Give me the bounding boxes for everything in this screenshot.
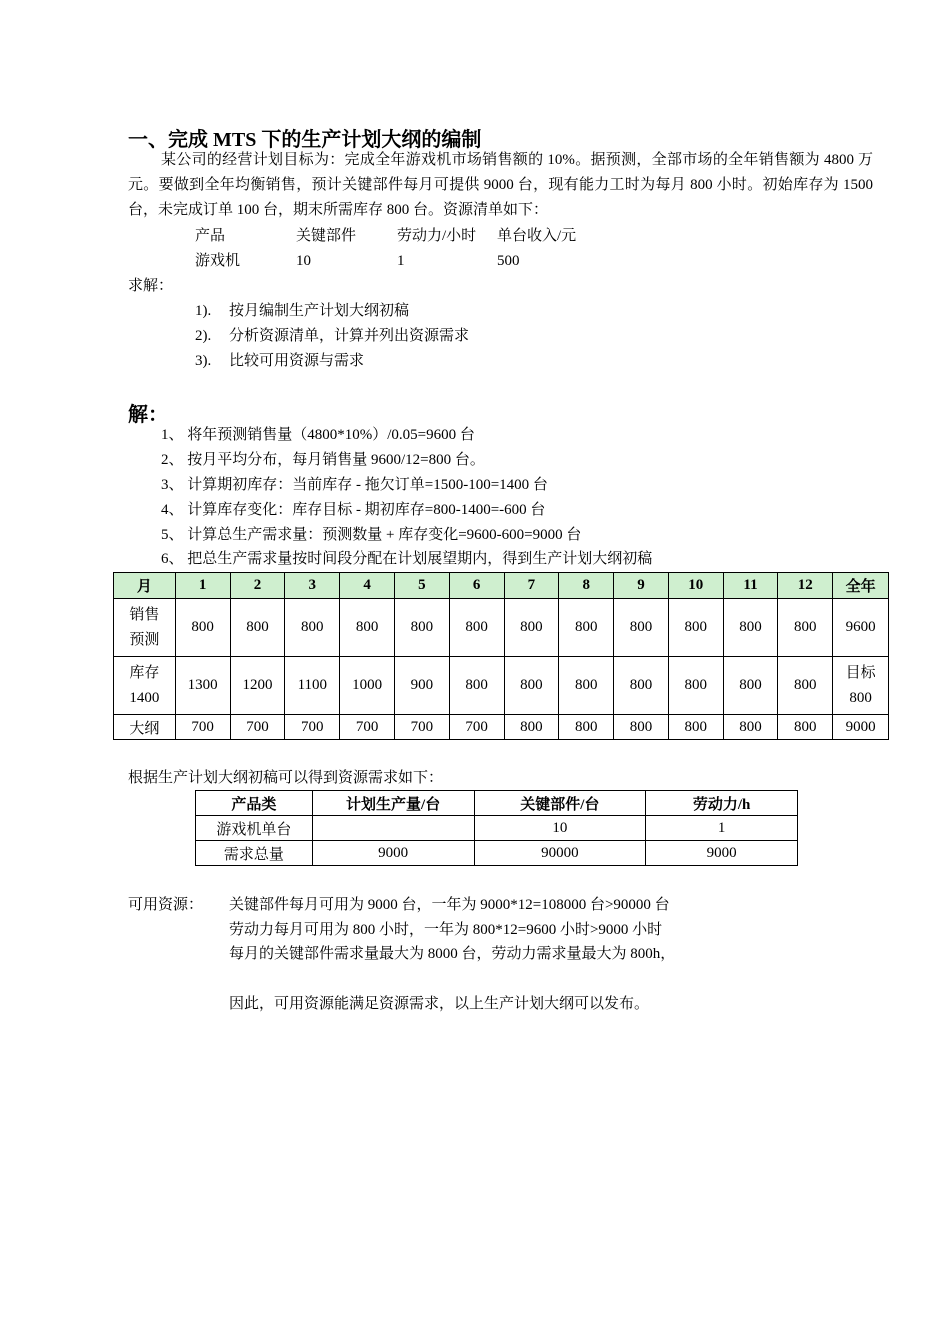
plan-cell: 800 (668, 657, 723, 715)
resource-intro: 根据生产计划大纲初稿可以得到资源需求如下： (128, 770, 444, 786)
plan-cell: 700 (340, 715, 395, 740)
resource-row (196, 816, 798, 841)
ask-text: 比较可用资源与需求 (229, 353, 365, 369)
plan-header-cell: 5 (395, 573, 450, 599)
plan-total: 9000 (833, 715, 889, 740)
plan-cell: 800 (668, 599, 723, 657)
plan-header-cell: 8 (559, 573, 614, 599)
resource-cell: 9000 (646, 841, 798, 866)
plan-cell: 800 (504, 599, 559, 657)
plan-cell: 700 (175, 715, 230, 740)
ask-text: 按月编制生产计划大纲初稿 (229, 303, 410, 319)
plan-cell: 800 (285, 599, 340, 657)
plan-header-cell: 9 (614, 573, 669, 599)
available-label: 可用资源： (128, 897, 204, 913)
plan-cell: 700 (285, 715, 340, 740)
plan-cell: 700 (230, 715, 285, 740)
plan-cell: 1200 (230, 657, 285, 715)
plan-header-cell: 6 (449, 573, 504, 599)
plan-cell: 800 (723, 715, 778, 740)
solution-step: 6、 把总生产需求量按时间段分配在计划展望期内，得到生产计划大纲初稿 (161, 551, 653, 567)
plan-cell: 800 (395, 599, 450, 657)
resource-header-cell: 关键部件/台 (474, 791, 646, 816)
plan-row-outline (114, 715, 889, 740)
plan-cell: 800 (340, 599, 395, 657)
plan-cell: 800 (230, 599, 285, 657)
bom-header-labor: 劳动力/小时 (397, 228, 477, 244)
plan-header-cell: 4 (340, 573, 395, 599)
ask-num: 3). (195, 353, 212, 369)
plan-header-cell: 2 (230, 573, 285, 599)
ask-text: 分析资源清单，计算并列出资源需求 (229, 328, 470, 344)
solution-title: 解： (128, 404, 168, 426)
plan-header-cell: 1 (175, 573, 230, 599)
resource-header-cell: 劳动力/h (646, 791, 798, 816)
plan-cell: 800 (614, 715, 669, 740)
resource-header-cell: 计划生产量/台 (312, 791, 474, 816)
plan-cell: 800 (614, 599, 669, 657)
conclusion: 因此，可用资源能满足资源需求，以上生产计划大纲可以发布。 (229, 996, 650, 1012)
resource-cell: 10 (474, 816, 646, 841)
intro-paragraph: 某公司的经营计划目标为：完成全年游戏机市场销售额的 10%。据预测，全部市场的全年销售额为 4800 万元。要做到全年均衡销售，预计关键部件每月可提供 9000 台，现有能力工时为每月 800 小时。初始库存为 1500 台，未完成订单 100 台，期末所需库存 800 台。资源清单如下： (128, 152, 873, 218)
plan-cell: 1300 (175, 657, 230, 715)
resource-table (195, 790, 798, 866)
available-line: 每月的关键部件需求量最大为 8000 台，劳动力需求量最大为 800h， (229, 946, 676, 962)
plan-cell: 800 (559, 599, 614, 657)
resource-cell: 游戏机单台 (196, 816, 313, 841)
plan-cell: 800 (723, 599, 778, 657)
plan-cell: 800 (504, 657, 559, 715)
resource-header-row (196, 791, 798, 816)
plan-total: 目标 800 (833, 657, 889, 715)
available-line: 关键部件每月可用为 9000 台，一年为 9000*12=108000 台>90000 台 (229, 897, 670, 913)
solution-step: 2、 按月平均分布，每月销售量 9600/12=800 台。 (161, 452, 485, 468)
plan-total: 9600 (833, 599, 889, 657)
solution-step: 3、 计算期初库存：当前库存 - 拖欠订单=1500-100=1400 台 (161, 477, 548, 493)
solution-step: 1、 将年预测销售量（4800*10%）/0.05=9600 台 (161, 427, 475, 443)
plan-cell: 1000 (340, 657, 395, 715)
available-line: 劳动力每月可用为 800 小时，一年为 800*12=9600 小时>9000 小时 (229, 922, 663, 938)
plan-header-cell: 11 (723, 573, 778, 599)
resource-cell: 需求总量 (196, 841, 313, 866)
bom-cell-labor: 1 (397, 253, 405, 269)
plan-row-inventory (114, 657, 889, 715)
row-label: 大纲 (114, 715, 176, 740)
page-title: 一、完成 MTS 下的生产计划大纲的编制 (128, 129, 482, 151)
bom-header-part: 关键部件 (296, 228, 357, 244)
plan-row-sales (114, 599, 889, 657)
production-plan-table (113, 572, 889, 740)
bom-cell-revenue: 500 (497, 253, 520, 269)
resource-header-cell: 产品类 (196, 791, 313, 816)
plan-cell: 800 (614, 657, 669, 715)
resource-cell: 9000 (312, 841, 474, 866)
plan-cell: 700 (449, 715, 504, 740)
bom-header-product: 产品 (195, 228, 226, 244)
plan-cell: 800 (504, 715, 559, 740)
resource-cell: 1 (646, 816, 798, 841)
plan-cell: 800 (175, 599, 230, 657)
plan-header-cell: 月 (114, 573, 176, 599)
plan-header-row (114, 573, 889, 599)
plan-cell: 800 (723, 657, 778, 715)
plan-cell: 800 (778, 657, 833, 715)
plan-cell: 900 (395, 657, 450, 715)
plan-header-cell: 10 (668, 573, 723, 599)
ask-num: 1). (195, 303, 212, 319)
bom-header-revenue: 单台收入/元 (497, 228, 577, 244)
plan-cell: 1100 (285, 657, 340, 715)
bom-cell-product: 游戏机 (195, 253, 241, 269)
plan-header-cell: 12 (778, 573, 833, 599)
solution-step: 4、 计算库存变化：库存目标 - 期初库存=800-1400=-600 台 (161, 502, 546, 518)
ask-num: 2). (195, 328, 212, 344)
plan-cell: 800 (559, 715, 614, 740)
bom-cell-part: 10 (296, 253, 311, 269)
plan-cell: 800 (778, 599, 833, 657)
solution-step: 5、 计算总生产需求量：预测数量 + 库存变化=9600-600=9000 台 (161, 527, 582, 543)
resource-cell (312, 816, 474, 841)
plan-cell: 800 (778, 715, 833, 740)
row-label: 库存 1400 (114, 657, 176, 715)
plan-header-cell: 3 (285, 573, 340, 599)
plan-header-cell: 7 (504, 573, 559, 599)
resource-row (196, 841, 798, 866)
row-label: 销售 预测 (114, 599, 176, 657)
plan-cell: 800 (449, 599, 504, 657)
plan-cell: 800 (668, 715, 723, 740)
resource-cell: 90000 (474, 841, 646, 866)
plan-cell: 800 (559, 657, 614, 715)
plan-cell: 700 (395, 715, 450, 740)
plan-cell: 800 (449, 657, 504, 715)
plan-header-cell: 全年 (833, 573, 889, 599)
ask-label: 求解： (128, 278, 174, 294)
